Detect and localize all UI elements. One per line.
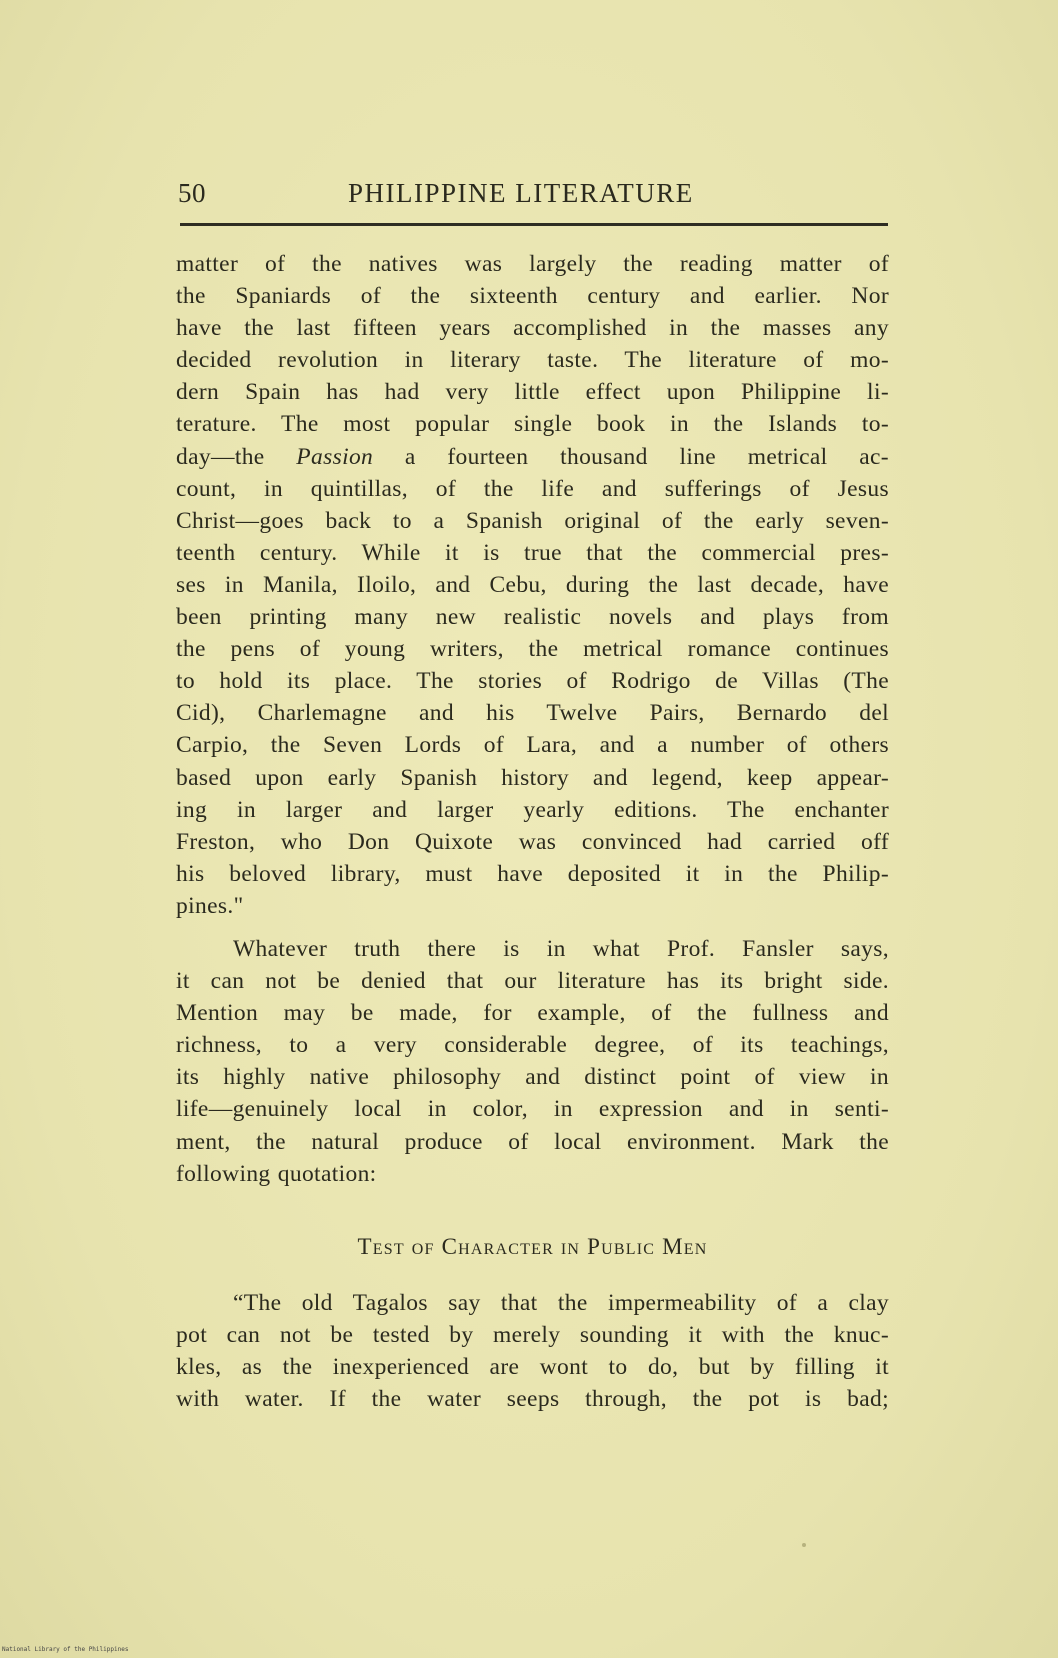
text-line: dern Spain has had very little effect upon Philippine li- [176,379,889,406]
page-number: 50 [178,178,206,208]
book-title-passion: Passion [296,443,374,470]
text-line: Mention may be made, for example, of the fullness and [176,1000,889,1027]
text-line [176,441,889,473]
text-line: terature. The most popular single book in the Islands to- [176,411,889,438]
text-line: following quotation: [176,1160,377,1187]
text-line: Carpio, the Seven Lords of Lara, and a number of others [176,732,889,759]
text-line: decided revolution in literary taste. The literature of mo- [176,347,889,374]
text-line: teenth century. While it is true that the commercial pres- [176,539,889,566]
text-line: kles, as the inexperienced are wont to do, but by filling it [176,1354,889,1381]
text-line: ses in Manila, Iloilo, and Cebu, during the last decade, have [176,571,889,598]
text-line: Christ—goes back to a Spanish original of the early seven- [176,507,889,534]
text-line: “The old Tagalos say that the impermeability of a clay [233,1290,889,1316]
text-line: its highly native philosophy and distinct point of view in [176,1064,889,1091]
text-line: based upon early Spanish history and legend, keep appear- [176,764,889,791]
section-heading-text: Test of Character in Public Men [357,1234,708,1259]
quotation [176,1287,889,1415]
text-run: a fourteen thousand line metrical ac- [373,443,889,470]
text-line: have the last fifteen years accomplished in the masses any [176,315,889,342]
paragraph-continued [176,248,889,922]
text-line: life—genuinely local in color, in expression and in senti- [176,1096,889,1123]
text-line: the Spaniards of the sixteenth century and earlier. Nor [176,283,889,310]
paper-speck [802,1543,806,1547]
text-line: ing in larger and larger yearly editions. The enchanter [176,796,889,823]
text-line: matter of the natives was largely the reading matter of [176,251,889,277]
text-line: Cid), Charlemagne and his Twelve Pairs, Bernardo del [176,700,889,727]
running-title: PHILIPPINE LITERATURE [348,178,694,208]
text-line: Freston, who Don Quixote was convinced had carried off [176,828,889,855]
header-rule [180,223,888,226]
text-line: the pens of young writers, the metrical romance continues [176,636,889,663]
page-header [178,178,890,218]
text-run: day—the [176,443,297,470]
text-line: pot can not be tested by merely sounding it with the knuc- [176,1322,889,1349]
text-line: it can not be denied that our literature has its bright side. [176,968,889,995]
body-text [176,248,889,1190]
text-line: with water. If the water seeps through, the pot is bad; [176,1386,889,1413]
text-line: been printing many new realistic novels and plays from [176,604,889,631]
text-line: ment, the natural produce of local environment. Mark the [176,1128,889,1155]
text-line: pines." [176,892,244,919]
paragraph-gap [176,922,889,933]
text-line: richness, to a very considerable degree, of its teachings, [176,1032,889,1059]
text-line: Whatever truth there is in what Prof. Fansler says, [233,935,889,962]
section-heading [176,1234,889,1260]
text-line: his beloved library, must have deposited it in the Philip- [176,860,889,887]
text-line: to hold its place. The stories of Rodrigo de Villas (The [176,668,889,695]
paragraph [176,933,889,1190]
library-credit: National Library of the Philippines [2,1646,129,1653]
text-line: count, in quintillas, of the life and sufferings of Jesus [176,475,889,502]
